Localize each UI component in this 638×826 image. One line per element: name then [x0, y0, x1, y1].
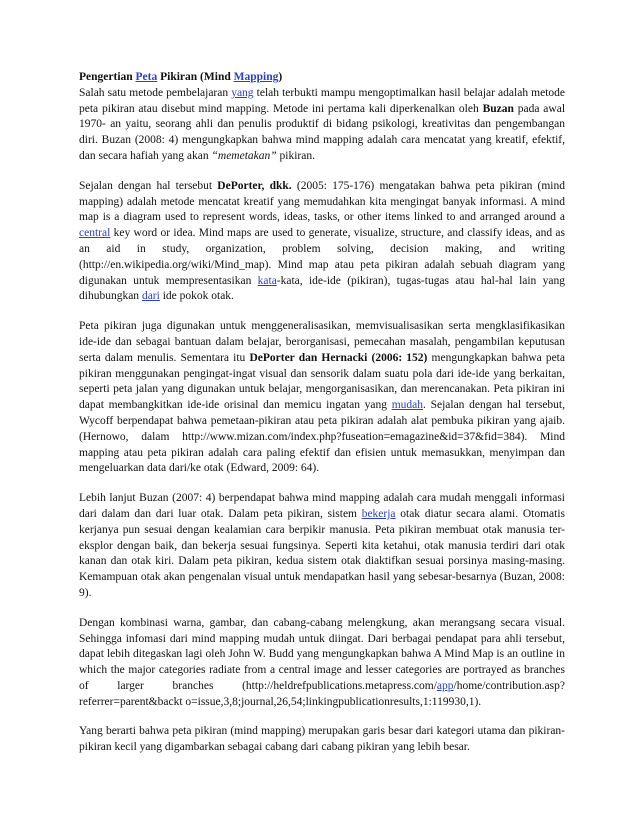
link-central[interactable]: central	[79, 227, 111, 240]
title-text: )	[278, 71, 283, 83]
paragraph-1: Salah satu metode pembelajaran yang telah terbukti mampu mengoptimalkan hasil belajar adalah metode peta pikiran atau disebut mind mapping. Metode ini pertama kali diperkenalkan oleh Buzan pada awal 1970- an yaitu, seorang ahli dan penulis produktif di bidang psikologi, kreativitas dan pengembangan diri. Buzan (2008: 4) mengungkapkan bahwa mind mapping adalah cara mencatat yang kreatif, efektif, dan secara hafiah yang akan “memetakan” pikiran.	[79, 86, 566, 162]
bold-deporter: DePorter, dkk.	[217, 179, 292, 192]
link-bekerja[interactable]: bekerja	[361, 507, 396, 520]
link-mapping[interactable]: Mapping	[233, 71, 279, 83]
paragraph-5: Dengan kombinasi warna, gambar, dan cabang-cabang melengkung, akan merangsang secara visual. Sehingga infomasi dari mind mapping mudah untuk diingat. Dari berbagai pendapat para ahli tersebut, dapat lebih ditegaskan lagi oleh John W. Budd yang mengungkapkan bahwa A Mind Map is an outline in which the major categories radiate from a central image and lesser categories are portrayed as branches of larger branches (http://heldrefpublications.metapress.com/app/home/contribution.asp?referrer=parent&backt o=issue,3,8;journal,26,54;linkingpublicationresults,1:119930,1).	[79, 616, 565, 708]
paragraph-2: Sejalan dengan hal tersebut DePorter, dkk. (2005: 175-176) mengatakan bahwa peta pikiran (mind mapping) adalah metode mencatat kreatif yang memudahkan kita mengingat banyak informasi. A mind map is a diagram used to represent words, ideas, tasks, or other items linked to and arranged around a central key word or idea. Mind maps are used to generate, visualize, structure, and classify ideas, and as an aid in study, organization, problem solving, decision making, and writing (http://en.wikipedia.org/wiki/Mind_map). Mind map atau peta pikiran adalah sebuah diagram yang digunakan untuk mempresentasikan kata-kata, ide-ide (pikiran), tugas-tugas atau hal-hal lain yang dihubungkan dari ide pokok otak.	[79, 179, 565, 303]
paragraph-6: Yang berarti bahwa peta pikiran (mind mapping) merupakan garis besar dari kategori utama dan pikiran-pikiran kecil yang digambarkan sebagai cabang dari cabang pikiran yang lebih besar.	[79, 725, 565, 754]
link-app[interactable]: app	[436, 679, 454, 692]
link-peta[interactable]: Peta	[135, 71, 158, 83]
link-kata[interactable]: kata	[257, 274, 277, 287]
paragraph-4: Lebih lanjut Buzan (2007: 4) berpendapat bahwa mind mapping adalah cara mudah menggali informasi dari dalam dan dari luar otak. Dalam peta pikiran, sistem bekerja otak diatur secara alami. Otomatis kerjanya pun sesuai dengan kealamian cara berpikir manusia. Peta pikiran membuat otak manusia ter-eksplor dengan baik, dan bekerja sesuai fungsinya. Seperti kita ketahui, otak manusia terdiri dari otak kanan dan otak kiri. Dalam peta pikiran, kedua sistem otak diaktifkan sesuai porsinya masing-masing. Kemampuan otak akan pengenalan visual untuk mendapatkan hasil yang sebesar-besarnya (Buzan, 2008: 9).	[79, 492, 565, 599]
bold-buzan: Buzan	[482, 102, 514, 115]
page-title	[79, 70, 565, 86]
link-dari[interactable]: dari	[141, 290, 160, 303]
link-mudah[interactable]: mudah	[391, 399, 424, 412]
link-yang[interactable]: yang	[231, 86, 254, 99]
paragraph-3: Peta pikiran juga digunakan untuk menggeneralisasikan, memvisualisasikan serta mengklasifikasikan ide-ide dan sebagai bantuan dalam belajar, berorganisasi, pemecahan masalah, pengambilan keputusan serta dalam menulis. Sementara itu DePorter dan Hernacki (2006: 152) mengungkapkan bahwa peta pikiran menggunakan pengingat-ingat visual dan sensorik dalam suatu pola dari ide-ide yang berkaitan, seperti peta jalan yang digunakan untuk belajar, mengorganisasikan, dan merencanakan. Peta pikiran ini dapat membangkitkan ide-ide orisinal dan memicu ingatan yang mudah. Sejalan dengan hal tersebut, Wycoff berpendapat bahwa pemetaan-pikiran atau peta pikiran adalah alat pembuka pikiran yang ajaib. (Hernowo, dalam http://www.mizan.com/index.php?fuseation=emagazine&id=37&fid=384). Mind mapping atau peta pikiran adalah cara paling efektif dan efisien untuk memasukkan, menyimpan dan mengeluarkan data dari/ke otak (Edward, 2009: 64).	[79, 320, 565, 475]
bold-deporter-hernacki: DePorter dan Hernacki (2006: 152)	[249, 351, 428, 364]
title-text: Pengertian	[79, 71, 136, 83]
document-page	[79, 70, 565, 770]
title-text: Pikiran (Mind	[157, 71, 234, 83]
italic-quote: “memetakan”	[211, 149, 277, 162]
